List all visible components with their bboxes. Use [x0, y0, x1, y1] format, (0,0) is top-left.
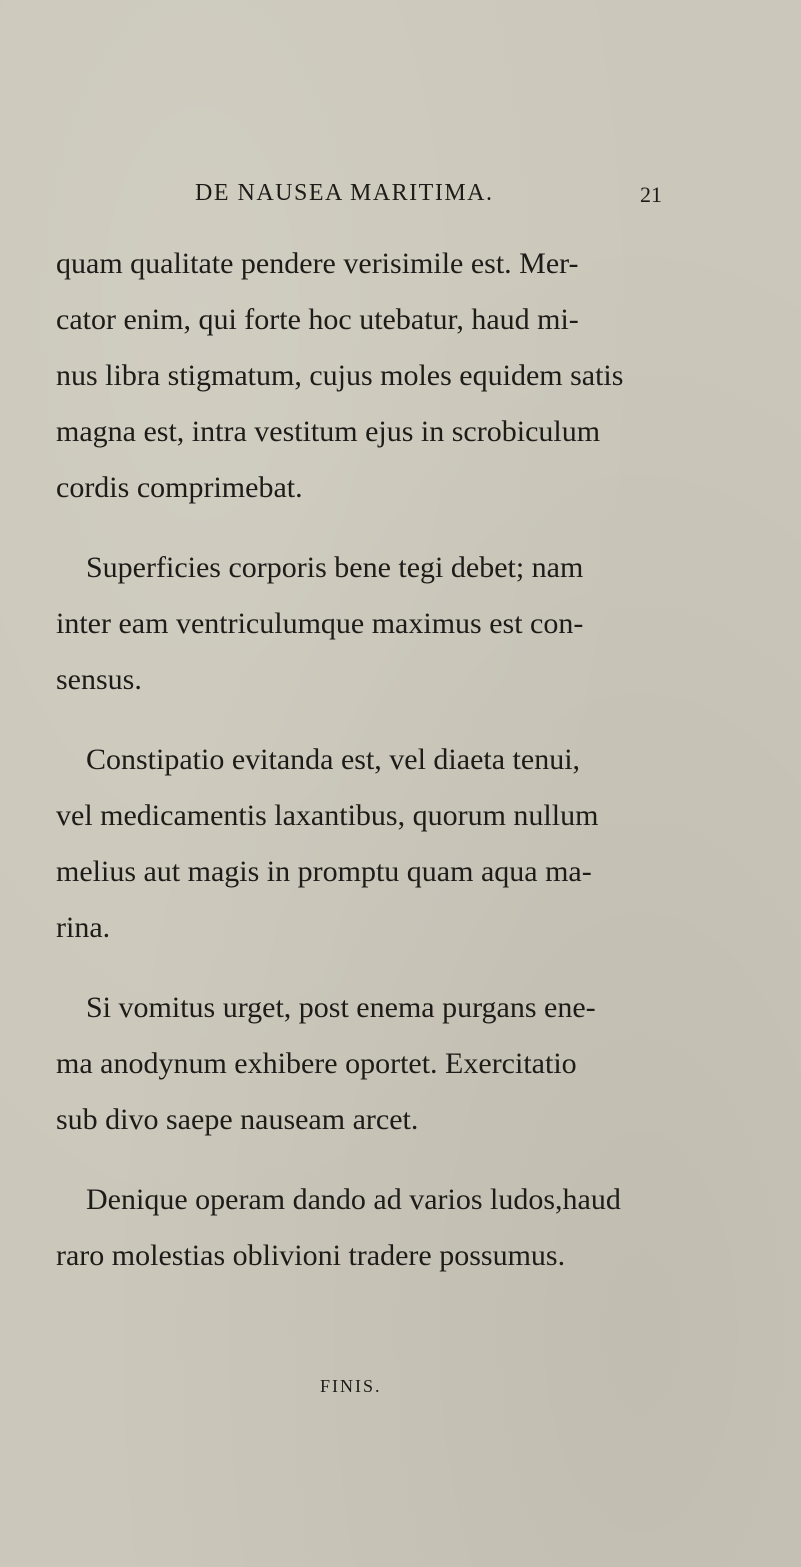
text-line: vel medicamentis laxantibus, quorum nullum: [56, 799, 599, 832]
text-line: sensus.: [56, 663, 142, 696]
text-line: Superficies corporis bene tegi debet; nam: [86, 551, 584, 584]
running-head: [0, 180, 801, 220]
text-line: quam qualitate pendere verisimile est. Mer-: [56, 247, 579, 280]
paragraph-4: [56, 980, 716, 1148]
running-title: DE NAUSEA MARITIMA.: [195, 180, 494, 206]
text-line: rina.: [56, 911, 111, 944]
paragraph-1: [56, 236, 716, 516]
paragraph-5: [56, 1172, 716, 1284]
text-line: cator enim, qui forte hoc utebatur, haud mi-: [56, 303, 579, 336]
text-line: melius aut magis in promptu quam aqua ma-: [56, 855, 592, 888]
page-number: 21: [640, 182, 662, 207]
text-line: raro molestias oblivioni tradere possumus.: [56, 1239, 566, 1272]
text-line: Constipatio evitanda est, vel diaeta tenui,: [86, 743, 581, 776]
text-line: sub divo saepe nauseam arcet.: [56, 1103, 419, 1136]
text-line: Si vomitus urget, post enema purgans ene-: [86, 991, 596, 1024]
text-line: ma anodynum exhibere oportet. Exercitatio: [56, 1047, 577, 1080]
paragraph-2: [56, 540, 716, 708]
finis-mark: FINIS.: [320, 1376, 382, 1396]
body-text: [56, 236, 716, 1308]
text-line: magna est, intra vestitum ejus in scrobiculum: [56, 415, 601, 448]
text-line: nus libra stigmatum, cujus moles equidem satis: [56, 359, 624, 392]
paragraph-3: [56, 732, 716, 956]
text-line: cordis comprimebat.: [56, 471, 303, 504]
text-line: Denique operam dando ad varios ludos,haud: [86, 1183, 621, 1216]
text-line: inter eam ventriculumque maximus est con-: [56, 607, 584, 640]
